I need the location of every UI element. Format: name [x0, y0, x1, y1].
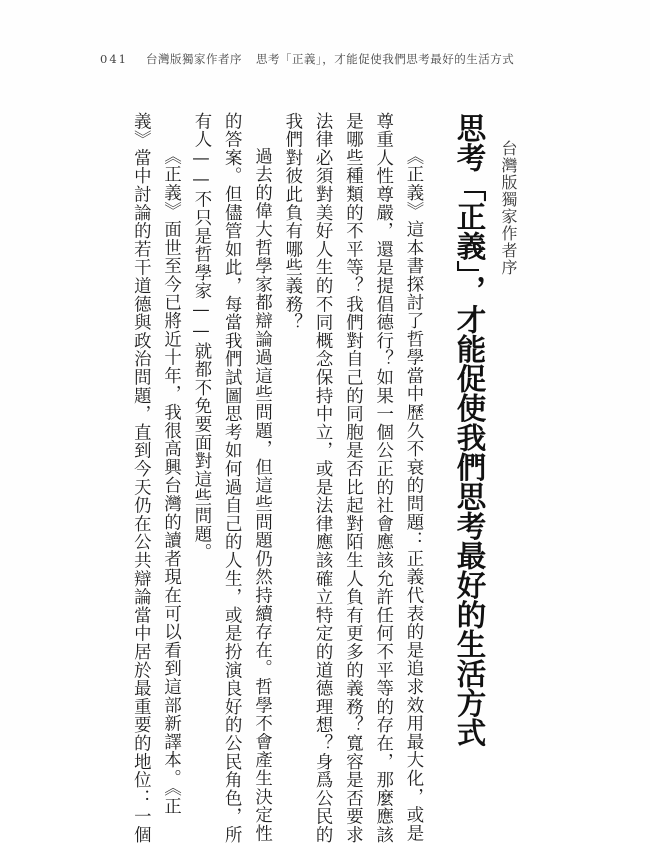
body-line: 是哪些種類的不平等？我們對自己的同胞是否比起對陌生人負有更多的義務？寬容是否要求 — [342, 112, 363, 844]
body-line: 尊重人性尊嚴，還是提倡德行？如果一個公正的社會應該允許任何不平等的存在，那麼應該 — [372, 112, 393, 844]
body-line: 有人——不只是哲學家——就都不免要面對這些問題。 — [190, 112, 211, 562]
body-line: 的答案。但儘管如此，每當我們試圖思考如何過自己的人生，或是扮演良好的公民角色，所 — [221, 112, 242, 844]
preface-subtitle: 台灣版獨家作者序 — [499, 140, 518, 276]
body-line: 法律必須對美好人生的不同概念保持中立，或是法律應該確立特定的道德理想？身爲公民的 — [312, 112, 333, 844]
running-header — [100, 51, 514, 67]
body-line: 我們對彼此負有哪些義務？ — [281, 112, 302, 332]
preface-title: 思考「正義」，才能促使我們思考最好的生活方式 — [452, 113, 488, 748]
page-number: 041 — [100, 52, 128, 66]
body-line: 義》當中討論的若干道德與政治問題，直到今天仍在公共辯論當中居於最重要的地位：一個 — [130, 112, 151, 844]
body-line: 過去的偉大哲學家都辯論過這些問題，但這些問題仍然持續存在。哲學不會產生決定性 — [251, 147, 272, 843]
section-label: 台灣版獨家作者序 — [145, 52, 242, 66]
body-line: 《正義》面世至今已將近十年，我很高興台灣的讀者現在可以看到這部新譯本。《正 — [160, 147, 181, 816]
running-chapter-title: 思考「正義」，才能促使我們思考最好的生活方式 — [255, 52, 515, 66]
body-line: 《正義》這本書探討了哲學當中歷久不衰的問題：正義代表的是追求效用最大化，或是 — [403, 147, 423, 843]
body-text — [125, 112, 428, 844]
